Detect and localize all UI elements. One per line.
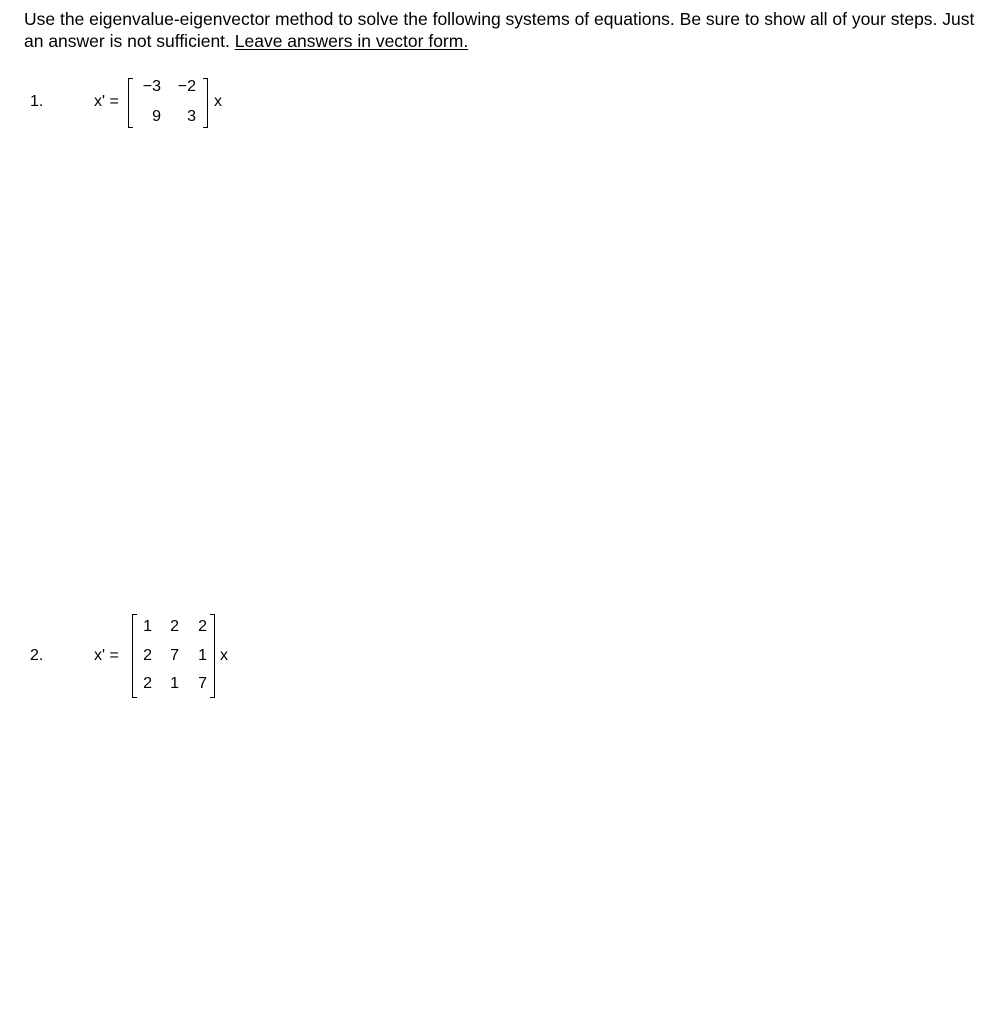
matrix-2-cell-1-2: 1 bbox=[198, 647, 207, 664]
matrix-2-cell-0-1: 2 bbox=[170, 618, 179, 635]
problem-2-lhs: x' = bbox=[94, 647, 119, 664]
matrix-2-cell-0-2: 2 bbox=[198, 618, 207, 635]
matrix-1-cell-1-0: 9 bbox=[152, 108, 161, 125]
instructions-underlined: Leave answers in vector form. bbox=[234, 31, 469, 51]
problem-1-rhs: x bbox=[214, 93, 222, 110]
matrix-1-left-bracket bbox=[128, 78, 133, 128]
matrix-2-cell-1-0: 2 bbox=[143, 647, 152, 664]
problem-1-number: 1. bbox=[30, 93, 44, 110]
matrix-1-cell-0-0: −3 bbox=[142, 78, 161, 95]
matrix-1-cell-1-1: 3 bbox=[187, 108, 196, 125]
problem-1-lhs: x' = bbox=[94, 93, 119, 110]
matrix-2-cell-2-0: 2 bbox=[143, 675, 152, 692]
matrix-2-cell-1-1: 7 bbox=[170, 647, 179, 664]
matrix-2-right-bracket bbox=[210, 614, 215, 698]
instructions-sentence: Use the eigenvalue-eigenvector method to solve the following systems of equations. Be sure to show all of your steps. Just an answer is not sufficient. bbox=[24, 9, 975, 51]
instructions-text bbox=[24, 8, 984, 52]
matrix-2-cell-2-2: 7 bbox=[198, 675, 207, 692]
matrix-1-right-bracket bbox=[203, 78, 208, 128]
matrix-2-cell-2-1: 1 bbox=[170, 675, 179, 692]
problem-2-number: 2. bbox=[30, 647, 44, 664]
problem-2-rhs: x bbox=[220, 647, 228, 664]
matrix-2-cell-0-0: 1 bbox=[143, 618, 152, 635]
matrix-1-cell-0-1: −2 bbox=[177, 78, 196, 95]
